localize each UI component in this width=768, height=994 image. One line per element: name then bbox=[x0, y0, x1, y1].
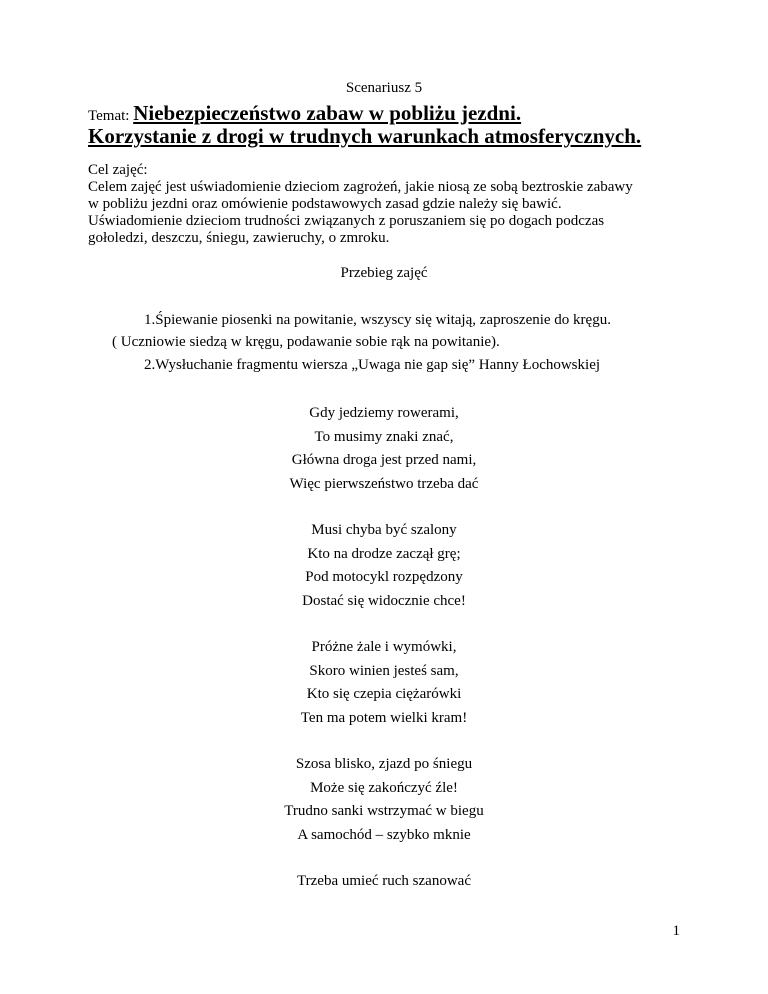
poem-line: Skoro winien jesteś sam, bbox=[309, 662, 459, 679]
poem-line: Dostać się widocznie chce! bbox=[302, 592, 466, 609]
poem-line: Kto na drodze zaczął grę; bbox=[307, 545, 461, 562]
course-step: ( Uczniowie siedzą w kręgu, podawanie sobie rąk na powitanie). bbox=[112, 334, 500, 350]
scenario-title: Scenariusz 5 bbox=[345, 80, 423, 96]
goal-section bbox=[88, 162, 688, 247]
goal-text-line: Celem zajęć jest uświadomienie dzieciom zagrożeń, jakie niosą ze sobą beztroskie zabawy bbox=[88, 179, 633, 195]
poem-stanza bbox=[0, 402, 768, 496]
goal-label: Cel zajęć: bbox=[88, 162, 148, 178]
poem-line: To musimy znaki znać, bbox=[314, 428, 454, 445]
poem-line: Pod motocykl rozpędzony bbox=[305, 569, 463, 585]
course-step: 2.Wysłuchanie fragmentu wiersza „Uwaga nie gap się” Hanny Łochowskiej bbox=[144, 357, 601, 373]
poem-line: Próżne żale i wymówki, bbox=[311, 639, 457, 655]
topic-label: Temat: bbox=[88, 108, 130, 124]
poem-line: Główna droga jest przed nami, bbox=[291, 452, 477, 468]
topic-heading-line2: Korzystanie z drogi w trudnych warunkach atmosferycznych. bbox=[88, 124, 642, 148]
poem-line: Trzeba umieć ruch szanować bbox=[297, 873, 471, 889]
poem-line: Gdy jedziemy rowerami, bbox=[309, 405, 459, 421]
poem-stanza bbox=[0, 753, 768, 847]
poem-stanza bbox=[0, 519, 768, 613]
poem-line: Więc pierwszeństwo trzeba dać bbox=[289, 475, 479, 492]
poem-line: Może się zakończyć źle! bbox=[310, 779, 458, 796]
poem-line: Trudno sanki wstrzymać w biegu bbox=[284, 803, 484, 819]
poem-line: Kto się czepia ciężarówki bbox=[306, 686, 462, 702]
poem-stanza bbox=[0, 870, 768, 894]
poem-line: Szosa blisko, zjazd po śniegu bbox=[295, 756, 473, 772]
course-step: 1.Śpiewanie piosenki na powitanie, wszyscy się witają, zaproszenie do kręgu. bbox=[144, 312, 611, 328]
goal-text-line: gołoledzi, deszczu, śniegu, zawieruchy, o zmroku. bbox=[88, 230, 390, 246]
poem-line: Musi chyba być szalony bbox=[311, 522, 457, 538]
topic-heading-line1: Niebezpieczeństwo zabaw w pobliżu jezdni. bbox=[133, 101, 522, 125]
goal-text-line: Uświadomienie dzieciom trudności związanych z poruszaniem się po dogach podczas bbox=[88, 213, 605, 229]
topic-line bbox=[88, 101, 521, 126]
poem-line: Ten ma potem wielki kram! bbox=[300, 709, 468, 726]
poem-stanza bbox=[0, 636, 768, 730]
page-number: 1 bbox=[672, 923, 680, 939]
poem-line: A samochód – szybko mknie bbox=[297, 826, 471, 843]
goal-text-line: w pobliżu jezdni oraz omówienie podstawowych zasad gdzie należy się bawić. bbox=[88, 196, 562, 212]
poem bbox=[0, 402, 768, 917]
course-title: Przebieg zajęć bbox=[340, 265, 428, 281]
